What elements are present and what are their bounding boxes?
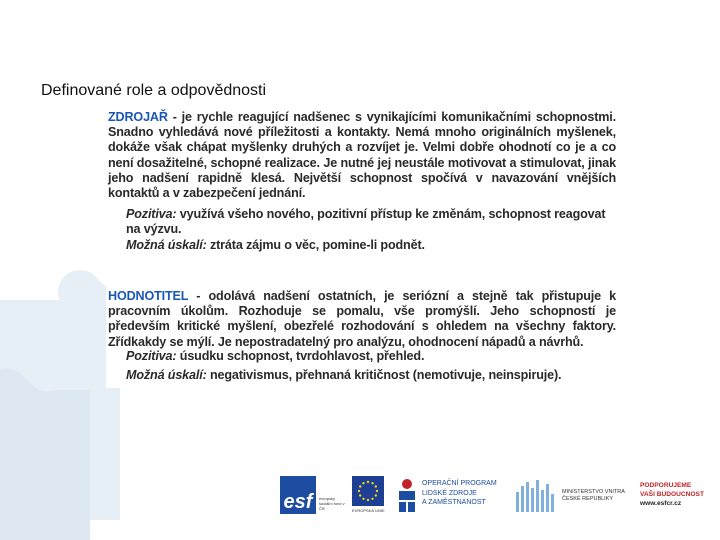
support-text xyxy=(640,481,704,508)
hodnotitel-positives xyxy=(126,349,616,364)
op-line-3: A ZAMĚSTNANOST xyxy=(422,499,486,506)
ministry-bars-icon xyxy=(516,478,556,512)
op-program-icon xyxy=(396,478,418,512)
hodnotitel-risk-label: Možná úskalí: xyxy=(126,368,207,382)
ministry-text xyxy=(562,489,625,503)
hodnotitel-risk-text: negativismus, přehnaná kritičnost (nemotivuje, neinspiruje). xyxy=(206,368,562,382)
slide-title: Definované role a odpovědnosti xyxy=(41,82,267,99)
ministry-line-2: ČESKÉ REPUBLIKY xyxy=(562,496,614,502)
zdrojar-positives xyxy=(126,207,616,237)
zdrojar-risk-label: Možná úskalí: xyxy=(126,238,207,252)
eu-caption: EVROPSKÁ UNIE xyxy=(352,508,385,513)
support-web-link: www.esfcr.cz xyxy=(640,500,682,507)
hodnotitel-keyword: HODNOTITEL xyxy=(108,289,189,303)
op-line-1: OPERAČNÍ PROGRAM xyxy=(422,480,497,487)
footer-logos xyxy=(276,476,720,520)
op-line-2: LIDSKÉ ZDROJE xyxy=(422,489,477,497)
eu-flag-icon xyxy=(352,476,384,506)
esf-caption: evropský sociální fond v ČR xyxy=(319,496,345,511)
support-line-1: PODPORUJEME xyxy=(640,482,692,489)
ministry-line-1: MINISTERSTVO VNITRA xyxy=(562,489,625,495)
op-program-text xyxy=(422,479,502,508)
support-line-2: VAŠI BUDOUCNOST xyxy=(640,491,704,498)
hodnotitel-positive-label: Pozitiva: xyxy=(126,349,177,363)
zdrojar-positive-label: Pozitiva: xyxy=(126,207,177,221)
esf-logo: esf xyxy=(280,476,316,514)
zdrojar-risk-text: ztráta zájmu o věc, pomine-li podnět. xyxy=(206,238,425,252)
hodnotitel-positive-text: úsudku schopnost, tvrdohlavost, přehled. xyxy=(176,349,425,363)
hodnotitel-body: - odolává nadšení ostatních, je seriózní a stejně tak přistupuje k pracovním úkolům. Rozhoduje se pomalu, vše promýšlí. Jeho schopností je především kritické myšlení, obezřelé rozhodování s ohledem na všechny faktory. Zřídkakdy se mýlí. Je nepostradatelný pro analýzu, ohodnocení nápadů a návrhů. xyxy=(108,289,616,349)
zdrojar-body: - je rychle reagující nadšenec s vynikajícími komunikačními schopnostmi. Snadno vyhledává nové příležitosti a kontakty. Nemá mnoho originálních myšlenek, dokáže však chápat myšlenky druhých a rozvíjet je. Velmi dobře ohodnotí co je a co není dosažitelné, schopné realizace. Je nutné jej neustále motivovat a stimulovat, jinak jeho nadšení rapidně klesá. Největší schopnost spočívá v navazování vnějších kontaktů a v zabezpečení jednání. xyxy=(108,110,616,201)
hodnotitel-risks xyxy=(126,368,616,383)
hodnotitel-paragraph xyxy=(108,289,616,350)
zdrojar-keyword: ZDROJAŘ xyxy=(108,110,168,124)
roles-text-image xyxy=(106,104,618,388)
zdrojar-paragraph xyxy=(108,110,616,201)
zdrojar-risks xyxy=(126,238,616,253)
zdrojar-positive-text: využívá všeho nového, pozitivní přístup ke změnám, schopnost reagovat na výzvu. xyxy=(126,207,606,237)
